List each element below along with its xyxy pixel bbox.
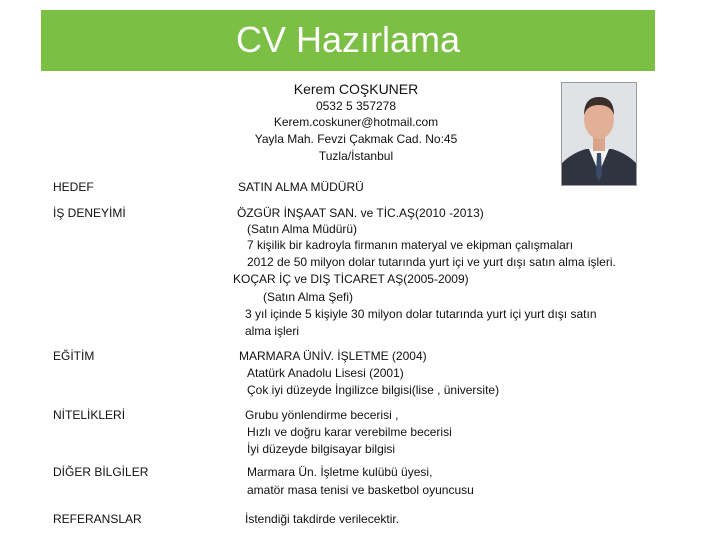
hedef-line: SATIN ALMA MÜDÜRÜ — [238, 180, 364, 194]
egitim-line: Atatürk Anadolu Lisesi (2001) — [247, 366, 404, 380]
nitelikler-line: Grubu yönlendirme becerisi , — [245, 408, 399, 422]
contact-name: Kerem COŞKUNER — [293, 81, 419, 97]
referanslar-line: İstendiği takdirde verilecektir. — [245, 512, 400, 526]
section-label-hedef: HEDEF — [53, 180, 94, 194]
title-banner — [41, 10, 655, 71]
section-label-diger: DİĞER BİLGİLER — [53, 465, 149, 479]
nitelikler-line: Hızlı ve doğru karar verebilme becerisi — [247, 425, 452, 439]
portrait-photo — [561, 82, 637, 186]
deneyim-line: 3 yıl içinde 5 kişiyle 30 milyon dolar tutarında yurt içi yurt dışı satın — [245, 307, 597, 321]
deneyim-line: KOÇAR İÇ ve DIŞ TİCARET AŞ(2005-2009) — [233, 272, 469, 286]
section-label-nitelikler: NİTELİKLERİ — [53, 408, 126, 422]
deneyim-line: (Satın Alma Müdürü) — [247, 222, 358, 236]
section-label-deneyim: İŞ DENEYİMİ — [53, 206, 126, 220]
deneyim-line: 7 kişilik bir kadroyla firmanın materyal ve ekipman çalışmaları — [247, 238, 574, 252]
diger-line: Marmara Ün. İşletme kulübü üyesi, — [247, 465, 433, 479]
deneyim-line: ÖZGÜR İNŞAAT SAN. ve TİC.AŞ(2010 -2013) — [237, 206, 484, 220]
egitim-line: Çok iyi düzeyde İngilizce bilgisi(lise , üniversite) — [247, 383, 500, 397]
deneyim-line: 2012 de 50 milyon dolar tutarında yurt içi ve yurt dışı satın alma işleri. — [247, 255, 616, 269]
deneyim-line: alma işleri — [245, 324, 300, 338]
egitim-line: MARMARA ÜNİV. İŞLETME (2004) — [239, 349, 427, 363]
section-label-egitim: EĞİTİM — [53, 349, 95, 363]
contact-email: Kerem.coskuner@hotmail.com — [273, 115, 439, 129]
diger-line: amatör masa tenisi ve basketbol oyuncusu — [247, 483, 474, 497]
section-label-referanslar: REFERANSLAR — [53, 512, 142, 526]
contact-city: Tuzla/İstanbul — [318, 149, 394, 163]
nitelikler-line: İyi düzeyde bilgisayar bilgisi — [247, 442, 396, 456]
deneyim-line: (Satın Alma Şefi) — [263, 290, 354, 304]
contact-address: Yayla Mah. Fevzi Çakmak Cad. No:45 — [254, 132, 458, 146]
page-title: CV Hazırlama — [235, 19, 461, 60]
contact-phone: 0532 5 357278 — [315, 99, 397, 113]
